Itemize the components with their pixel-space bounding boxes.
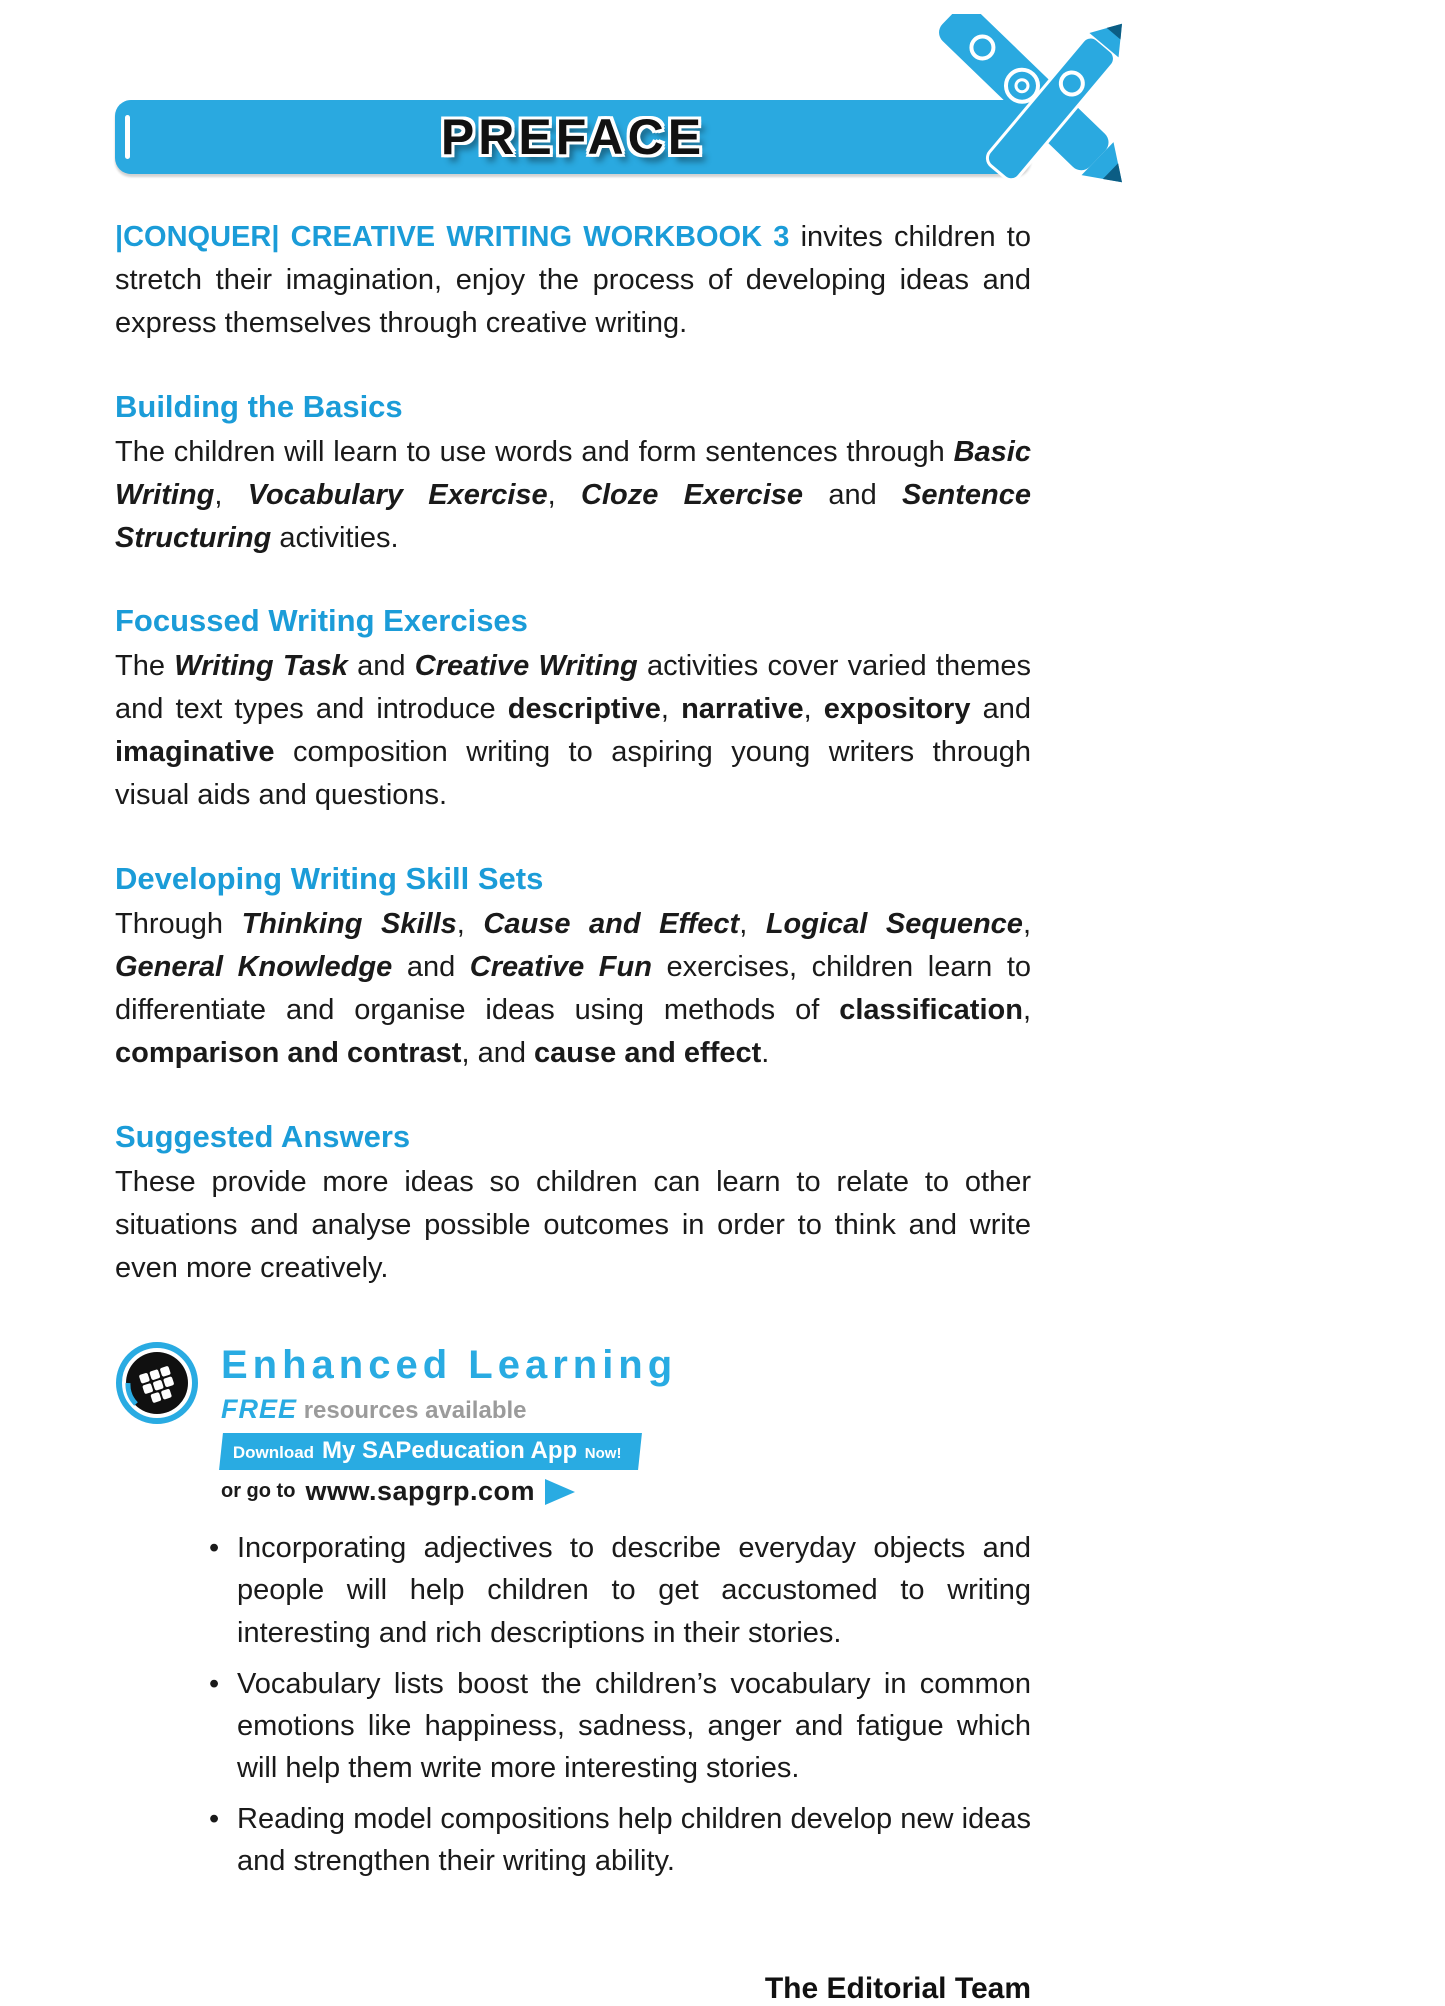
list-item: • Vocabulary lists boost the children’s vocabulary in common emotions like happiness, sadness, anger and fatigue which will help them write more interesting stories. [207, 1663, 1031, 1789]
section-building-basics [115, 389, 1031, 560]
banner-highlight [125, 115, 130, 159]
section-heading: Developing Writing Skill Sets [115, 861, 544, 897]
enhanced-learning-text [221, 1341, 677, 1507]
app-name: My SAPeducation App [322, 1437, 578, 1465]
section-heading: Focussed Writing Exercises [115, 603, 528, 639]
list-item: • Incorporating adjectives to describe everyday objects and people will help children to get accustomed to writing interesting and rich descriptions in their stories. [207, 1527, 1031, 1653]
page-title: PREFACE [440, 109, 706, 165]
free-label: FREE [221, 1394, 298, 1425]
website-url: www.sapgrp.com [305, 1476, 535, 1507]
free-rest: resources available [303, 1397, 527, 1425]
section-focussed-writing [115, 603, 1031, 817]
sap-education-logo-icon [115, 1341, 199, 1425]
download-label: Download [232, 1443, 315, 1463]
goto-label: or go to [221, 1480, 296, 1503]
enhanced-learning-title: Enhanced Learning [221, 1343, 678, 1388]
editorial-team-signature: The Editorial Team [764, 1971, 1031, 2005]
page-content [115, 0, 1031, 2006]
feature-bullet-list [115, 1527, 1031, 1881]
section-body: Through Thinking Skills, Cause and Effect, Logical Sequence, General Knowledge and Creative Fun exercises, children learn to differentiate and organise ideas using methods of classification, comparison and contrast, and cause and effect. [115, 908, 1031, 1069]
download-app-banner [219, 1433, 642, 1470]
section-suggested-answers [115, 1119, 1031, 1290]
list-item: • Reading model compositions help children develop new ideas and strengthen their writing ability. [207, 1798, 1031, 1882]
section-heading: Building the Basics [115, 388, 403, 424]
enhanced-learning-block [115, 1341, 1031, 1507]
section-body: The children will learn to use words and form sentences through Basic Writing, Vocabulary Exercise, Cloze Exercise and Sentence Structuring activities. [115, 435, 1031, 554]
section-writing-skill-sets [115, 861, 1031, 1075]
section-body: These provide more ideas so children can learn to relate to other situations and analyse possible outcomes in order to think and write even more creatively. [115, 1165, 1031, 1284]
intro-paragraph: |CONQUER| CREATIVE WRITING WORKBOOK 3 invites children to stretch their imagination, enjoy the process of developing ideas and express themselves through creative writing. [115, 221, 1031, 339]
website-line [221, 1476, 677, 1507]
pencil-illustration [930, 14, 1145, 189]
free-resources-line [221, 1394, 677, 1425]
section-body: The Writing Task and Creative Writing activities cover varied themes and text types and introduce descriptive, narrative, expository and imaginative composition writing to aspiring young writers through visual aids and questions. [115, 650, 1031, 812]
section-heading: Suggested Answers [115, 1118, 411, 1154]
arrow-icon [545, 1479, 575, 1505]
preface-banner [115, 100, 1031, 174]
download-now-label: Now! [585, 1445, 622, 1463]
